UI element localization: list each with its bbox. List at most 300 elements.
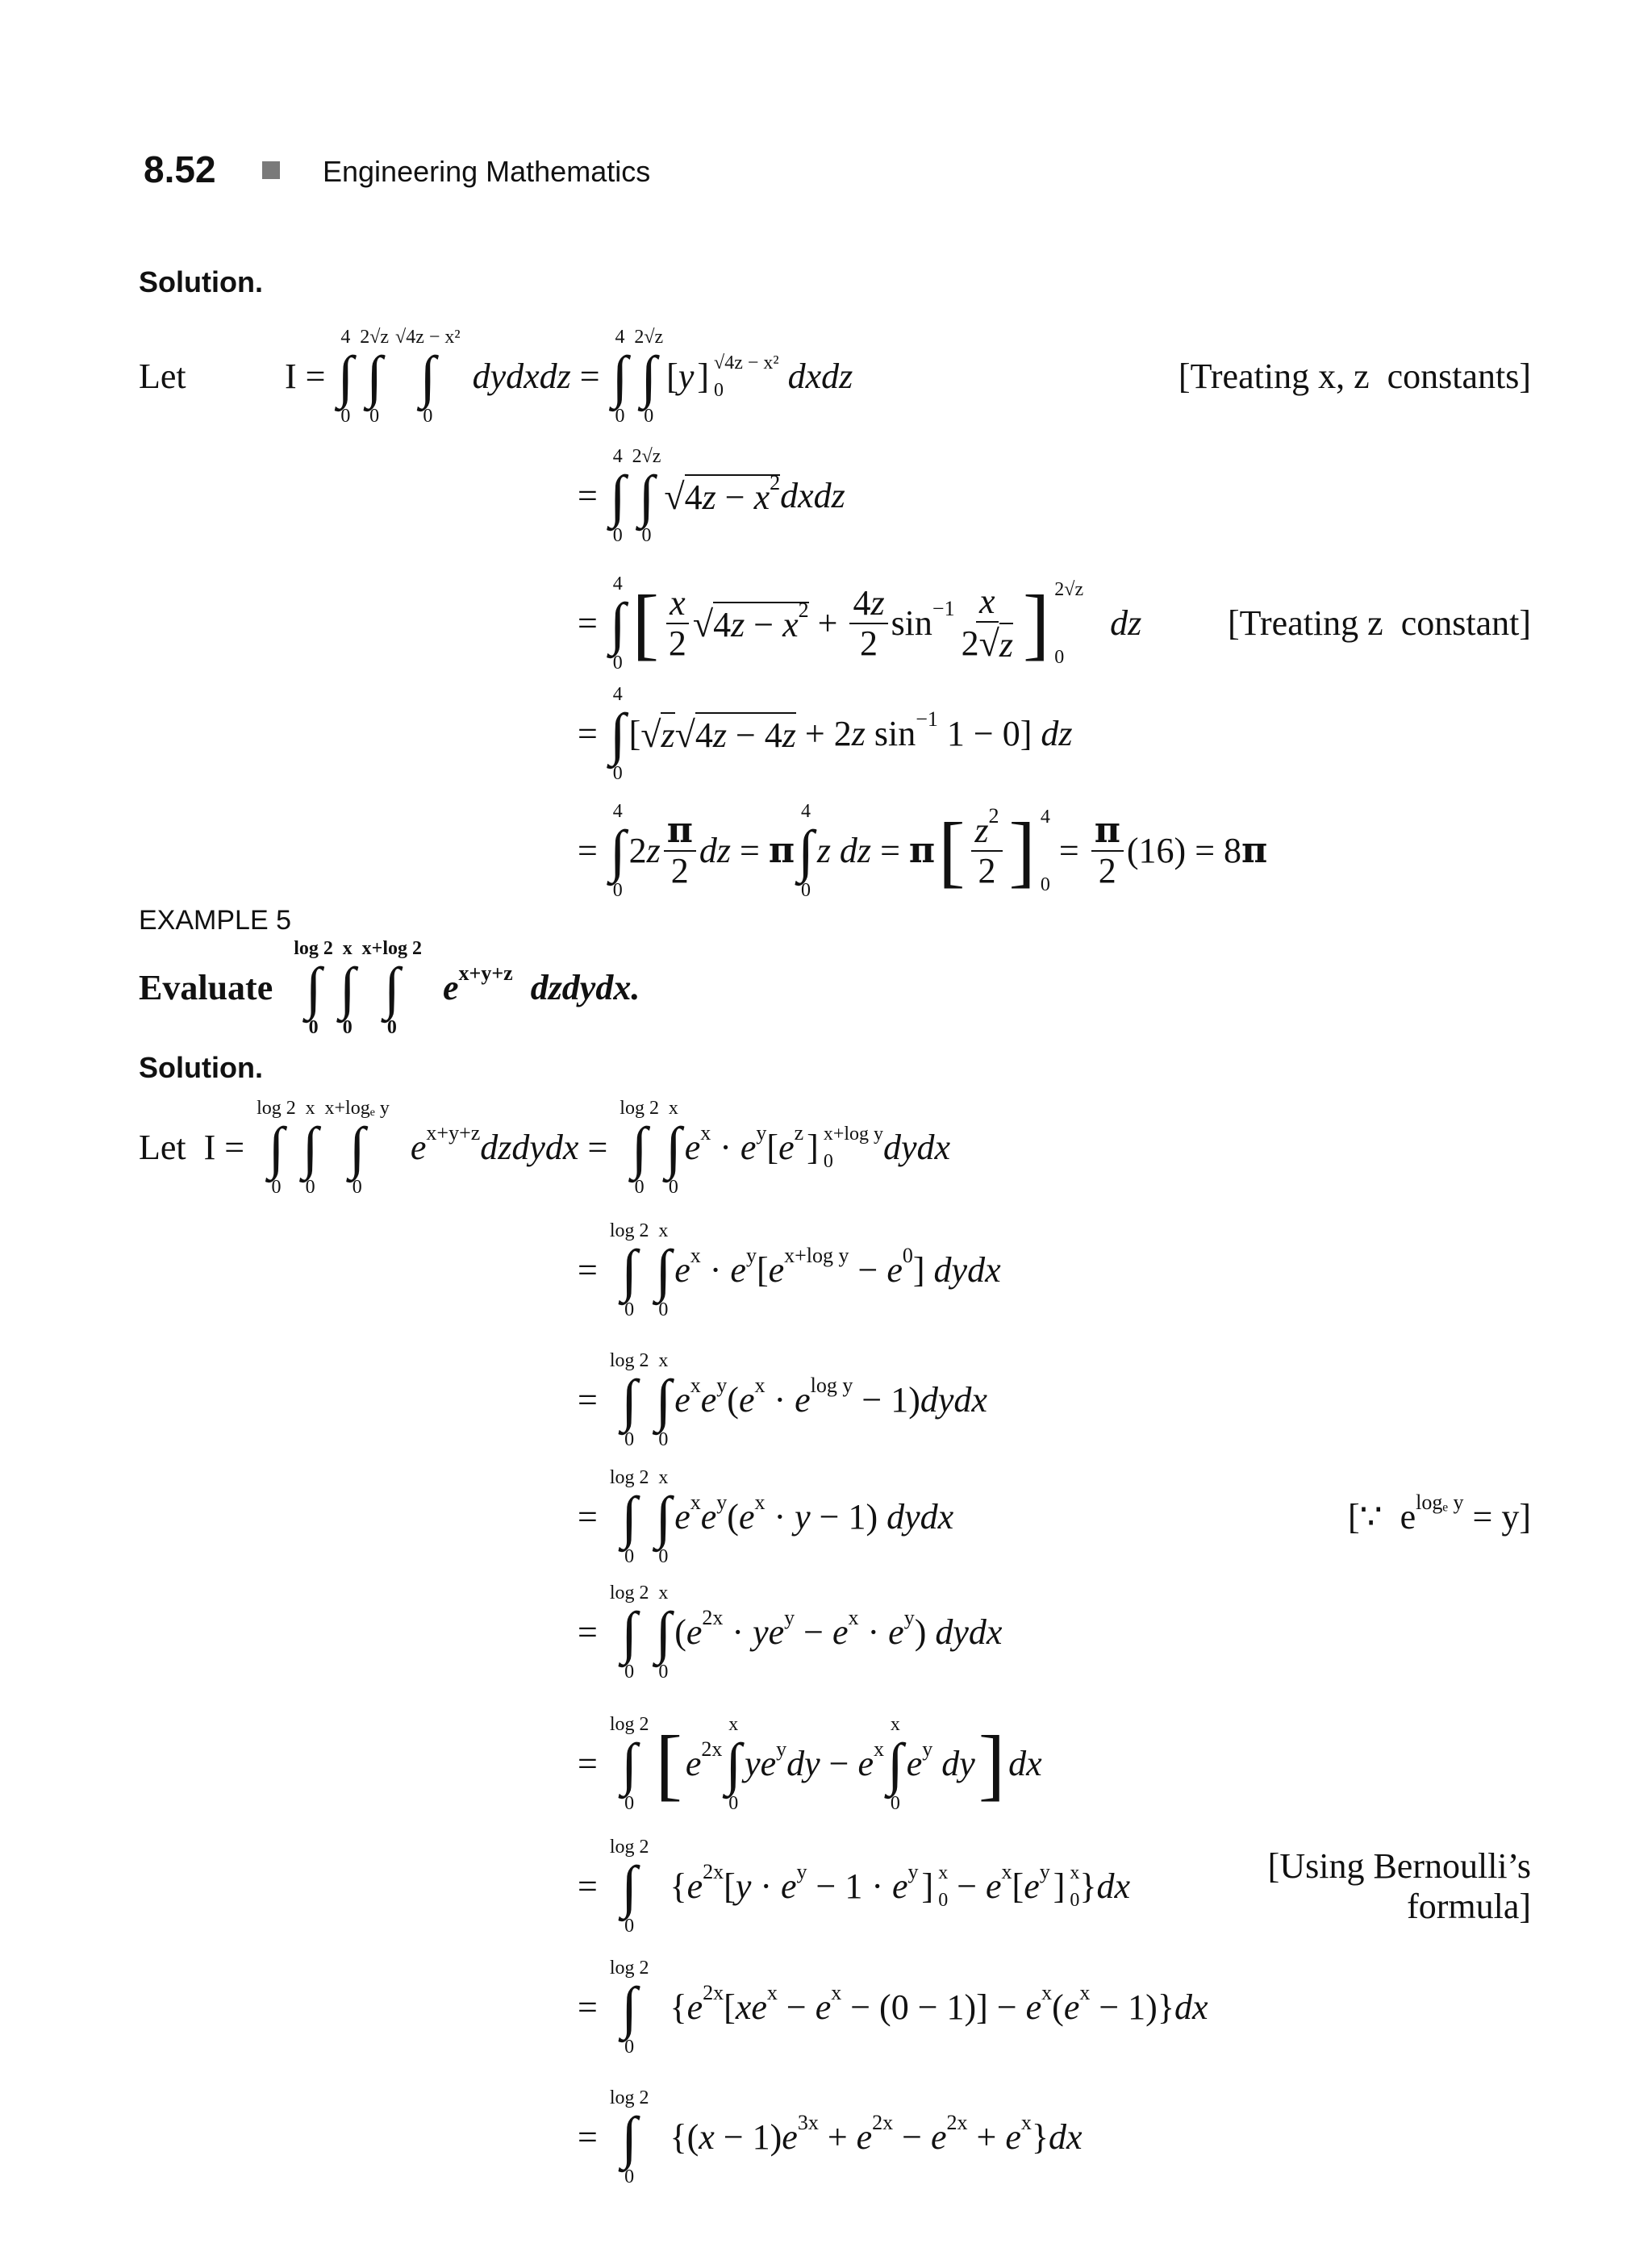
bracket: ] xyxy=(921,1866,934,1906)
equation-line xyxy=(578,448,845,544)
math-variable: e xyxy=(674,1380,690,1420)
math-text: 2 xyxy=(961,623,979,663)
math-variable: e xyxy=(674,1497,690,1537)
math-text: = xyxy=(570,357,609,396)
math-variable: dydx xyxy=(920,1380,987,1420)
denominator xyxy=(857,624,881,663)
math-variable: e xyxy=(856,2117,873,2157)
integral xyxy=(325,1099,390,1196)
lower-limit: 0 xyxy=(890,1793,900,1814)
lower-limit: 0 xyxy=(612,525,623,546)
numerator xyxy=(849,584,887,624)
evaluation-limits xyxy=(1054,579,1083,668)
lower-limit: 0 xyxy=(658,1662,669,1683)
equation-line xyxy=(578,2089,1083,2186)
integral xyxy=(340,940,356,1036)
integral xyxy=(610,448,626,544)
numerator xyxy=(971,804,1002,852)
math-text: Evaluate xyxy=(139,968,291,1007)
integral xyxy=(395,328,461,425)
math-variable: e xyxy=(782,2117,798,2157)
superscript: 2x xyxy=(703,1860,724,1883)
math-variable: e xyxy=(832,1612,849,1652)
math-text: 4 xyxy=(853,583,871,623)
note-treating-xz: [Treating x, z constants] xyxy=(1178,357,1531,396)
upper-limit: 4 xyxy=(612,801,623,822)
math-text: [ xyxy=(766,1128,779,1167)
upper-limit: x xyxy=(1070,1862,1080,1883)
math-text: 2 xyxy=(628,831,647,870)
lower-limit: 0 xyxy=(658,1299,669,1320)
integral-sign: ∫ xyxy=(348,1115,365,1180)
math-text: − xyxy=(715,477,754,517)
math-text: [ xyxy=(628,714,641,753)
math-text: [ xyxy=(666,357,678,396)
math-variable: e xyxy=(424,968,459,1007)
integral-sign: ∫ xyxy=(655,1485,672,1549)
superscript: y xyxy=(745,1244,757,1267)
math-text: = xyxy=(578,714,607,753)
superscript: x xyxy=(754,1374,766,1397)
denominator xyxy=(668,852,692,890)
integral-sign: ∫ xyxy=(621,1600,638,1665)
fraction xyxy=(849,584,887,663)
integral-sign: ∫ xyxy=(419,344,436,409)
upper-limit: x+logₑ y xyxy=(324,1098,390,1119)
math-variable: dx xyxy=(1174,1987,1208,2027)
upper-limit: log 2 xyxy=(609,1958,649,1979)
integral-sign: ∫ xyxy=(621,1238,638,1303)
lower-limit: 0 xyxy=(369,406,380,427)
math-text: = xyxy=(578,1612,607,1652)
math-variable: e xyxy=(815,1987,832,2027)
math-variable: ye xyxy=(745,1744,777,1783)
bracket: ] xyxy=(807,1128,819,1167)
integral xyxy=(725,1716,741,1812)
math-text: − 1) xyxy=(853,1380,920,1420)
math-variable: e xyxy=(686,1866,703,1906)
fraction xyxy=(958,582,1016,665)
upper-limit: x xyxy=(658,1583,669,1603)
upper-limit: √4z − x² xyxy=(714,352,779,373)
math-text: [ xyxy=(724,1987,736,2027)
lower-limit: 0 xyxy=(271,1177,282,1198)
upper-limit: 4 xyxy=(612,684,623,705)
integral xyxy=(610,575,626,672)
lower-limit: 0 xyxy=(624,1299,635,1320)
math-text: { xyxy=(652,1987,687,2027)
math-variable: dydxdz xyxy=(463,357,571,396)
math-variable: e xyxy=(730,1250,746,1290)
equation-line xyxy=(285,328,853,425)
big-bracket: ] xyxy=(978,1719,1006,1808)
math-variable: e xyxy=(700,1380,717,1420)
equation-line xyxy=(578,575,1141,672)
lower-limit: 0 xyxy=(624,1662,635,1683)
bracket: ] xyxy=(1008,806,1036,895)
superscript: x xyxy=(1079,1981,1091,2004)
math-variable: z xyxy=(782,715,796,755)
math-variable: e xyxy=(1063,1987,1080,2027)
math-text: · xyxy=(765,1380,795,1420)
math-text: sin xyxy=(865,714,916,753)
upper-limit: 4 xyxy=(612,573,623,594)
integral-sign: ∫ xyxy=(621,1368,638,1432)
math-text: ( xyxy=(1052,1987,1064,2027)
math-text: [ xyxy=(756,1250,769,1290)
math-text: = xyxy=(578,2117,607,2157)
fraction xyxy=(1091,811,1124,890)
math-variable: dz xyxy=(1083,603,1142,643)
math-variable: dy xyxy=(786,1744,820,1783)
integral-sign: ∫ xyxy=(621,1975,638,2040)
superscript: x xyxy=(1020,2111,1032,2134)
lower-limit: 0 xyxy=(668,1177,678,1198)
math-variable: z xyxy=(851,714,866,753)
math-variable: dzdydx xyxy=(480,1128,579,1167)
radicand xyxy=(661,712,674,756)
math-variable: e xyxy=(684,1128,701,1167)
superscript: y xyxy=(907,1860,919,1883)
math-text: = xyxy=(578,1380,607,1420)
math-text: − 1) xyxy=(810,1497,887,1537)
math-variable: z xyxy=(712,715,727,755)
math-text: 2 xyxy=(860,623,878,663)
math-variable: e xyxy=(795,1380,811,1420)
integral-sign: ∫ xyxy=(609,464,626,528)
superscript: x xyxy=(690,1491,701,1514)
math-variable: z xyxy=(731,605,745,644)
superscript: 2x xyxy=(701,1737,723,1761)
math-text: − xyxy=(820,1744,858,1783)
lower-limit: 0 xyxy=(612,763,623,784)
numerator xyxy=(664,811,696,852)
square-root xyxy=(664,471,781,518)
example-heading: EXAMPLE 5 xyxy=(139,905,291,936)
lower-limit: 0 xyxy=(342,1017,353,1038)
upper-limit: log 2 xyxy=(609,1467,649,1488)
math-text: ] xyxy=(912,1250,934,1290)
math-text: 2 xyxy=(978,851,996,890)
math-variable: z xyxy=(646,831,661,870)
integral xyxy=(294,940,333,1036)
big-bracket: [ xyxy=(632,578,659,668)
superscript: x xyxy=(874,1737,885,1761)
integral xyxy=(360,328,389,425)
math-text: = xyxy=(578,603,607,643)
math-variable: e xyxy=(768,1250,785,1290)
upper-limit: log 2 xyxy=(609,2087,649,2108)
upper-limit: x xyxy=(658,1220,669,1241)
integral xyxy=(656,1222,672,1319)
square-root xyxy=(979,623,1013,665)
math-text: − 1) xyxy=(714,2117,782,2157)
superscript: x xyxy=(1041,1981,1053,2004)
superscript: 2 xyxy=(798,598,809,622)
integral-sign: ∫ xyxy=(609,702,626,766)
lower-limit: 0 xyxy=(624,1429,635,1450)
integral xyxy=(656,1469,672,1566)
math-text: = xyxy=(578,476,607,515)
math-variable: e xyxy=(892,1866,908,1906)
equation-line xyxy=(578,1352,987,1449)
math-text: · xyxy=(700,1250,731,1290)
superscript: 2x xyxy=(872,2111,894,2134)
note-bernoulli: [Using Bernoulli’s formula] xyxy=(1267,1846,1531,1926)
math-text: · xyxy=(723,1612,753,1652)
integral-sign: ∫ xyxy=(655,1600,672,1665)
upper-limit: x xyxy=(658,1467,669,1488)
fraction xyxy=(971,804,1002,890)
upper-limit: 2√z xyxy=(1054,579,1084,600)
note-part: = y] xyxy=(1463,1497,1531,1537)
integral-sign: ∫ xyxy=(631,1115,648,1180)
denominator xyxy=(1095,852,1120,890)
superscript: 0 xyxy=(902,1244,913,1267)
radicand xyxy=(695,712,796,756)
denominator xyxy=(665,624,690,663)
lower-limit: 0 xyxy=(624,1793,635,1814)
integral xyxy=(610,1222,649,1319)
superscript: y xyxy=(776,1737,787,1761)
math-variable: e xyxy=(740,1128,757,1167)
math-variable: dy xyxy=(932,1744,975,1783)
math-variable: e xyxy=(674,1250,690,1290)
lower-limit: 0 xyxy=(423,406,433,427)
evaluation-limits xyxy=(1070,1862,1079,1911)
header-square-marker xyxy=(262,161,280,179)
math-variable: e xyxy=(1005,2117,1021,2157)
math-variable: e xyxy=(700,1497,717,1537)
radical-sign: √ xyxy=(664,476,685,517)
math-variable: dx xyxy=(1008,1744,1042,1783)
lower-limit: 0 xyxy=(938,1890,949,1911)
integral xyxy=(632,448,661,544)
math-variable: e xyxy=(781,1866,797,1906)
math-variable: xe xyxy=(735,1987,767,2027)
integral xyxy=(665,1099,682,1196)
equation-line xyxy=(578,686,1073,782)
math-variable: y xyxy=(735,1866,752,1906)
lower-limit: 0 xyxy=(658,1546,669,1567)
superscript: −1 xyxy=(932,597,955,620)
radical-sign: √ xyxy=(640,714,661,755)
superscript: 2x xyxy=(702,1606,724,1629)
math-variable: e xyxy=(857,1744,874,1783)
superscript: x xyxy=(848,1606,859,1629)
upper-limit: log 2 xyxy=(294,938,333,959)
lower-limit: 0 xyxy=(352,1177,362,1198)
note-treating-z: [Treating z constant] xyxy=(1228,603,1531,643)
math-variable: e xyxy=(686,1987,703,2027)
square-root xyxy=(692,598,809,645)
denominator xyxy=(974,852,999,890)
lower-limit: 0 xyxy=(728,1793,739,1814)
integral xyxy=(610,1352,649,1449)
lower-limit: 0 xyxy=(615,406,625,427)
math-text: = xyxy=(578,831,607,870)
bracket: ] xyxy=(1053,1866,1066,1906)
upper-limit: x xyxy=(342,938,353,959)
integral xyxy=(610,2089,649,2186)
superscript: y xyxy=(716,1491,728,1514)
superscript: x xyxy=(754,1491,766,1514)
superscript: x+y+z xyxy=(426,1121,481,1145)
math-text: − xyxy=(777,1987,816,2027)
math-variable: x xyxy=(979,582,995,621)
integral-sign: ∫ xyxy=(621,1732,638,1796)
lower-limit: 0 xyxy=(1040,874,1050,895)
integral xyxy=(302,1099,319,1196)
integral-sign: ∫ xyxy=(638,464,655,528)
math-variable: dxdz xyxy=(778,357,853,396)
evaluation-limits xyxy=(824,1124,883,1172)
math-text: = xyxy=(578,1128,617,1167)
math-variable: e xyxy=(906,1744,923,1783)
math-text: = xyxy=(578,1497,607,1537)
math-variable: dydx xyxy=(933,1250,1001,1290)
math-text: { xyxy=(652,1866,687,1906)
integral-sign: ∫ xyxy=(339,956,356,1020)
square-root xyxy=(640,712,674,756)
superscript: x+y+z xyxy=(458,961,513,985)
numerator xyxy=(666,584,689,624)
math-variable: dz xyxy=(1041,714,1073,753)
math-text: ( xyxy=(727,1497,739,1537)
math-variable: dzdydx. xyxy=(512,968,640,1007)
numerator xyxy=(976,582,999,623)
equation-line xyxy=(578,1222,1001,1319)
superscript: y xyxy=(716,1374,728,1397)
lower-limit: 0 xyxy=(386,1017,397,1038)
equation-line xyxy=(578,1469,953,1566)
lower-limit: 0 xyxy=(634,1177,645,1198)
denominator xyxy=(958,623,1016,665)
integral-sign: ∫ xyxy=(621,1854,638,1919)
math-text: − 1 · xyxy=(807,1866,892,1906)
math-text: [ xyxy=(1012,1866,1024,1906)
evaluation-bracket xyxy=(803,1124,883,1172)
upper-limit: 4 xyxy=(1040,807,1050,828)
math-text: = xyxy=(578,1987,607,2027)
pi-symbol: π xyxy=(1094,810,1120,851)
math-text: · xyxy=(765,1497,795,1537)
integral-sign: ∫ xyxy=(655,1238,672,1303)
lower-limit: 0 xyxy=(624,2037,635,2058)
math-variable: z xyxy=(974,811,989,850)
math-text: = xyxy=(731,831,769,870)
math-variable: e xyxy=(1025,1987,1042,2027)
lower-limit: 0 xyxy=(658,1429,669,1450)
bracket: ] xyxy=(697,357,710,396)
upper-limit: log 2 xyxy=(609,1220,649,1241)
equation-line xyxy=(578,1959,1208,2056)
math-variable: z dz xyxy=(816,831,872,870)
integral xyxy=(887,1716,903,1812)
evaluation-limits xyxy=(938,1862,948,1911)
lower-limit: 0 xyxy=(1054,647,1065,668)
equation-line xyxy=(578,803,1267,899)
math-variable: e xyxy=(931,2117,947,2157)
math-text: 2 xyxy=(668,623,686,663)
equation-line xyxy=(578,1838,1130,1935)
integral-sign: ∫ xyxy=(268,1115,285,1180)
math-text: 4 xyxy=(695,715,713,755)
superscript: y xyxy=(1039,1860,1050,1883)
math-variable: e xyxy=(986,1866,1002,1906)
math-text: 4 xyxy=(713,605,732,644)
superscript: −1 xyxy=(916,707,938,731)
math-text: (16) = 8 xyxy=(1126,831,1242,870)
upper-limit: log 2 xyxy=(609,1714,649,1735)
integral-sign: ∫ xyxy=(887,1732,903,1796)
big-bracket: [ xyxy=(938,806,966,895)
integral xyxy=(257,1099,296,1196)
superscript: x+log y xyxy=(784,1244,849,1267)
math-variable: z xyxy=(870,583,885,623)
upper-limit: log 2 xyxy=(257,1098,296,1119)
superscript: x xyxy=(831,1981,842,2004)
math-variable: dydx xyxy=(883,1128,951,1167)
lower-limit: 0 xyxy=(624,2166,635,2187)
integral xyxy=(610,1584,649,1681)
pi-symbol: π xyxy=(768,830,795,871)
math-text: − xyxy=(745,605,783,644)
upper-limit: log 2 xyxy=(609,1583,649,1603)
math-text: = xyxy=(578,1744,607,1783)
lower-limit: 0 xyxy=(612,880,623,901)
math-variable: e xyxy=(392,1128,427,1167)
math-text: + xyxy=(808,603,847,643)
upper-limit: log 2 xyxy=(609,1350,649,1371)
math-variable: e xyxy=(778,1128,795,1167)
lower-limit: 0 xyxy=(612,653,623,673)
superscript: x xyxy=(690,1374,701,1397)
evaluation-bracket xyxy=(694,352,778,401)
integral xyxy=(610,686,626,782)
math-text: ( xyxy=(727,1380,739,1420)
math-variable: x xyxy=(753,477,770,517)
let-label: Let xyxy=(139,357,186,396)
math-text: − 1)} xyxy=(1090,1987,1174,2027)
integral xyxy=(620,1099,659,1196)
math-text: } xyxy=(1079,1866,1097,1906)
lower-limit: 0 xyxy=(340,406,351,427)
integral-sign: ∫ xyxy=(305,956,322,1020)
math-variable: ye xyxy=(753,1612,785,1652)
radicand xyxy=(999,623,1013,665)
math-text: 2 xyxy=(1098,851,1116,890)
superscript: 2x xyxy=(703,1981,724,2004)
integral-sign: ∫ xyxy=(302,1115,319,1180)
math-text: sin xyxy=(891,603,932,643)
bracket: ] xyxy=(1022,578,1050,668)
superscript: 2 xyxy=(770,471,781,494)
math-text: ) xyxy=(914,1612,936,1652)
math-variable: z xyxy=(999,625,1013,665)
radical-sign: √ xyxy=(978,623,999,664)
superscript: y xyxy=(903,1606,915,1629)
math-text: + xyxy=(967,2117,1006,2157)
upper-limit: 2√z xyxy=(634,327,664,348)
radicand xyxy=(713,598,809,645)
lower-limit: 0 xyxy=(714,380,724,401)
evaluation-limits xyxy=(714,352,779,401)
upper-limit: x xyxy=(305,1098,315,1119)
integral xyxy=(634,328,663,425)
math-text: } xyxy=(1031,2117,1049,2157)
evaluation-bracket xyxy=(919,1862,949,1911)
